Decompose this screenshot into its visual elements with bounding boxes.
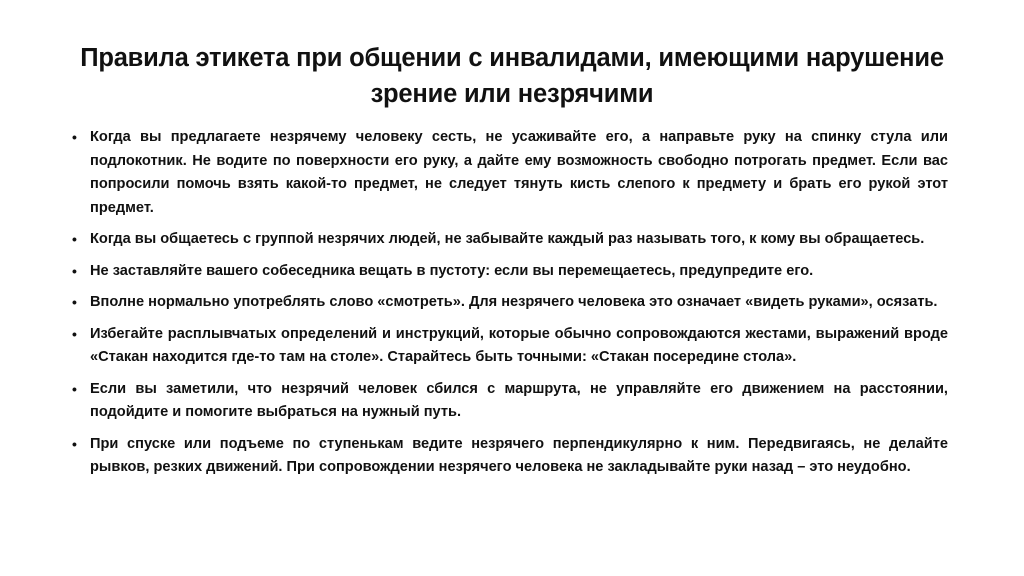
slide-title: Правила этикета при общении с инвалидами, имеющими нарушение зрение или незрячими (80, 44, 944, 108)
bullet-text: Избегайте расплывчатых определений и инструкций, которые обычно сопровождаются жестами, выражений вроде «Стакан находится где-то там на столе». Старайтесь быть точными: «Стакан посередине стола». (90, 325, 948, 365)
bullet-item (72, 126, 948, 220)
bullet-dot-icon: • (72, 325, 77, 342)
bullet-item (72, 291, 948, 315)
bullet-dot-icon: • (72, 435, 77, 452)
bullet-dot-icon: • (72, 262, 77, 279)
bullet-text: Если вы заметили, что незрячий человек сбился с маршрута, не управляйте его движением на расстоянии, подойдите и помогите выбраться на нужный путь. (90, 380, 948, 420)
bullet-text: Вполне нормально употреблять слово «смотреть». Для незрячего человека это означает «видеть руками», осязать. (90, 294, 938, 310)
bullet-text: Когда вы предлагаете незрячему человеку сесть, не усаживайте его, а направьте руку на спинку стула или подлокотник. Не водите по поверхности его руку, а дайте ему возможность свободно потрогать предмет. Если вас попросили помочь взять какой-то предмет, не следует тянуть кисть слепого к предмету и брать его рукой этот предмет. (90, 129, 948, 216)
bullet-item (72, 260, 948, 284)
bullet-item (72, 323, 948, 370)
bullet-text: При спуске или подъеме по ступенькам ведите незрячего перпендикулярно к ним. Передвигаясь, не делайте рывков, резких движений. При сопровождении незрячего человека не закладывайте руки назад – это неудобно. (90, 435, 948, 475)
bullet-text: Когда вы общаетесь с группой незрячих людей, не забывайте каждый раз называть того, к кому вы обращаетесь. (90, 231, 925, 247)
bullet-item (72, 433, 948, 480)
bullet-dot-icon: • (72, 380, 77, 397)
bullet-text: Не заставляйте вашего собеседника вещать в пустоту: если вы перемещаетесь, предупредите его. (90, 262, 814, 279)
bullet-dot-icon: • (72, 129, 77, 145)
bullet-list (72, 126, 948, 488)
bullet-item (72, 228, 948, 252)
bullet-item (72, 378, 948, 425)
bullet-dot-icon: • (72, 294, 77, 310)
bullet-dot-icon: • (72, 231, 77, 247)
